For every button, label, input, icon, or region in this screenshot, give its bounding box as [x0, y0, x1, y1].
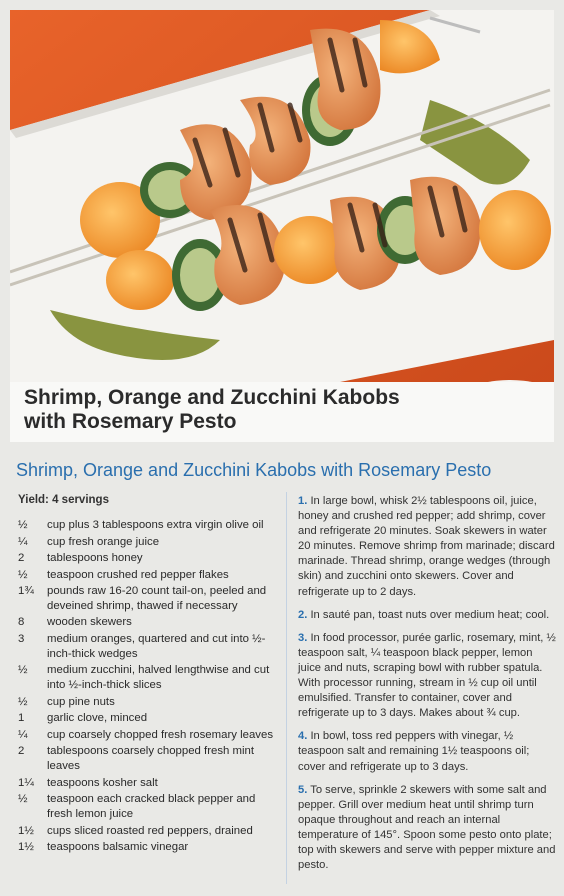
ingredient-text: cup fresh orange juice: [47, 535, 160, 548]
ingredient-text: tablespoons coarsely chopped fresh mint leaves: [47, 745, 255, 773]
step-text: To serve, sprinkle 2 skewers with some salt and pepper. Grill over medium heat until shrimp turn opaque throughout and reach an internal temperature of 145°. Spoon some pesto onto plate; top with skewers and serve with pepper mixture and pesto.: [298, 783, 556, 872]
ingredient-quantity: 1¾: [18, 585, 34, 597]
instruction-step: [298, 631, 558, 722]
recipe-title: Shrimp, Orange and Zucchini Kabobs with Rosemary Pesto: [16, 460, 492, 480]
ingredient-quantity: ½: [18, 664, 28, 677]
ingredient-quantity: 2: [18, 552, 25, 564]
ingredient-list: [18, 518, 280, 857]
instruction-list: [298, 494, 558, 881]
ingredient-item: [18, 695, 280, 710]
ingredient-text: garlic clove, minced: [47, 712, 148, 725]
step-text: In food processor, purée garlic, rosemary, mint, ½ teaspoon salt, ¼ teaspoon black pepper, lemon juice and nuts, scraping bowl with rubber spatula. With processor running, stream in ½ cup oil until emulsified. Transfer to container, cover and refrigerate up to 3 days. Makes about ¾ cup.: [298, 631, 556, 720]
instruction-step: [298, 729, 558, 774]
ingredient-item: [18, 776, 280, 791]
photo-title: [24, 386, 454, 434]
ingredient-quantity: 3: [18, 632, 25, 645]
ingredient-item: [18, 824, 280, 839]
ingredient-quantity: ½: [18, 695, 28, 708]
ingredient-item: [18, 551, 280, 566]
ingredient-text: medium zucchini, halved lengthwise and cut into ½-inch-thick slices: [47, 664, 270, 692]
ingredient-text: teaspoons kosher salt: [47, 776, 158, 789]
step-number: 5.: [298, 783, 308, 796]
step-number: 1.: [298, 495, 308, 507]
ingredient-quantity: 1½: [18, 841, 34, 854]
ingredient-quantity: 1¼: [18, 776, 34, 789]
ingredient-text: cup coarsely chopped fresh rosemary leaves: [47, 728, 274, 741]
photo-title-line-2: with Rosemary Pesto: [24, 410, 237, 433]
ingredient-text: teaspoon crushed red pepper flakes: [47, 568, 229, 581]
ingredient-text: pounds raw 16-20 count tail-on, peeled and deveined shrimp, thawed if necessary: [47, 585, 267, 612]
ingredient-item: [18, 584, 280, 614]
ingredient-quantity: 1½: [18, 824, 34, 837]
ingredient-quantity: ½: [18, 568, 28, 581]
step-number: 3.: [298, 631, 308, 644]
instruction-step: [298, 494, 558, 600]
kabob-photo-image: [10, 10, 554, 442]
ingredient-item: [18, 632, 280, 662]
recipe-photo: [10, 10, 554, 442]
ingredient-quantity: ¼: [18, 535, 28, 548]
step-text: In sauté pan, toast nuts over medium heat; cool.: [310, 608, 550, 621]
ingredient-text: cup pine nuts: [47, 695, 115, 708]
step-number: 4.: [298, 730, 308, 743]
ingredient-item: [18, 744, 280, 774]
ingredient-text: medium oranges, quartered and cut into ½-inch-thick wedges: [47, 632, 266, 660]
ingredient-text: teaspoons balsamic vinegar: [47, 841, 189, 854]
ingredient-quantity: ¼: [18, 728, 28, 741]
ingredient-item: [18, 663, 280, 693]
ingredient-item: [18, 535, 280, 550]
instruction-step: [298, 608, 558, 623]
ingredient-item: [18, 792, 280, 822]
ingredient-quantity: ½: [18, 793, 28, 806]
ingredient-item: [18, 711, 280, 726]
ingredient-text: cup plus 3 tablespoons extra virgin olive oil: [47, 519, 264, 531]
ingredient-quantity: 8: [18, 616, 25, 629]
ingredient-item: [18, 728, 280, 743]
ingredient-quantity: 1: [18, 712, 25, 725]
instruction-step: [298, 783, 558, 874]
ingredient-item: [18, 615, 280, 630]
step-text: In bowl, toss red peppers with vinegar, ½ teaspoon salt and remaining 1½ teaspoons oil; cover and refrigerate up to 3 days.: [298, 730, 530, 773]
ingredient-item: [18, 568, 280, 583]
ingredient-text: teaspoon each cracked black pepper and fresh lemon juice: [47, 793, 256, 821]
ingredient-quantity: ½: [18, 519, 28, 531]
ingredient-quantity: 2: [18, 745, 25, 758]
ingredient-item: [18, 840, 280, 855]
ingredient-text: cups sliced roasted red peppers, drained: [47, 824, 253, 837]
recipe-yield: Yield: 4 servings: [18, 494, 109, 506]
ingredient-text: wooden skewers: [47, 616, 132, 629]
step-text: In large bowl, whisk 2½ tablespoons oil, juice, honey and crushed red pepper; add shrimp, cover and refrigerate 20 minutes. Soak skewers in water 20 minutes. Remove shrimp from marinade; discard marinade. Thread shrimp, orange wedges (through skin) and zucchini onto skewers. Cover and refrigerate up to 2 days.: [298, 495, 555, 598]
ingredient-text: tablespoons honey: [47, 552, 143, 564]
column-divider: [286, 492, 287, 884]
photo-title-line-1: Shrimp, Orange and Zucchini Kabobs: [24, 386, 400, 409]
ingredient-item: [18, 518, 280, 533]
step-number: 2.: [298, 608, 308, 621]
